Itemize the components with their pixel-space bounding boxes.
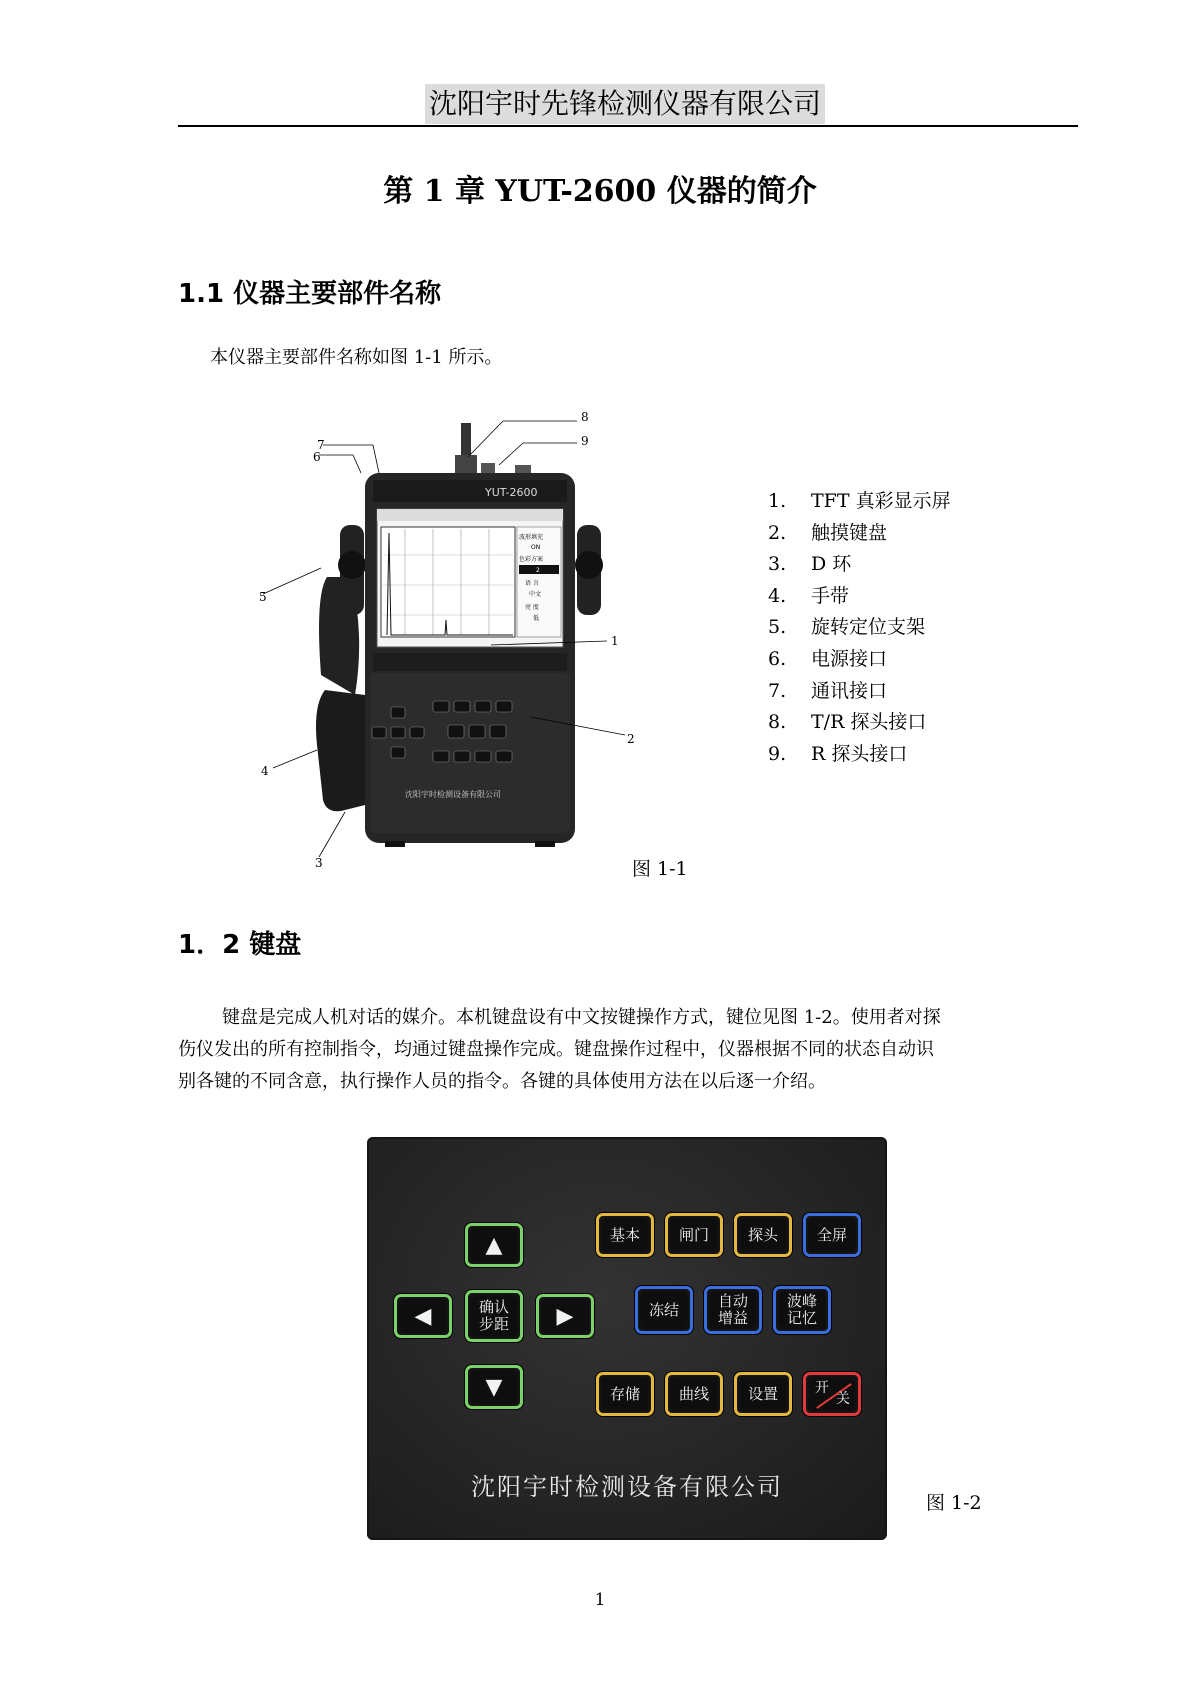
callout-7: 7 bbox=[317, 438, 325, 452]
section-heading-1-1: 1.1 仪器主要部件名称 bbox=[178, 279, 442, 309]
auto-gain-key: 自动 增益 bbox=[704, 1286, 762, 1334]
freeze-key: 冻结 bbox=[635, 1286, 693, 1334]
power-key: 开 关 bbox=[803, 1372, 861, 1416]
device-panel-brand: 沈阳宇时检测设备有限公司 bbox=[405, 790, 501, 799]
figure-1-1-caption: 图 1-1 bbox=[632, 858, 688, 880]
gate-key: 闸门 bbox=[665, 1213, 723, 1257]
left-arrow-key: ◀ bbox=[394, 1294, 452, 1338]
legend-item: 8. T/R 探头接口 bbox=[768, 711, 927, 734]
legend-item: 4. 手带 bbox=[768, 584, 850, 607]
company-header: 沈阳宇时先锋检测仪器有限公司 bbox=[425, 84, 825, 124]
chapter-title: 第 1 章 YUT-2600 仪器的简介 bbox=[383, 174, 817, 209]
screen-menu-item: 色彩方案 bbox=[519, 556, 544, 563]
callout-1: 1 bbox=[611, 634, 619, 648]
callout-2: 2 bbox=[627, 732, 635, 746]
up-arrow-key: ▲ bbox=[465, 1223, 523, 1267]
screen-menu-value: 2 bbox=[536, 567, 540, 574]
screen-menu-item: 语 言 bbox=[525, 580, 539, 587]
keypad-photo bbox=[367, 1137, 887, 1540]
callout-3: 3 bbox=[315, 856, 323, 870]
callout-5: 5 bbox=[259, 590, 267, 604]
keypad-brand-label: 沈阳宇时检测设备有限公司 bbox=[471, 1473, 783, 1501]
callout-9: 9 bbox=[581, 434, 589, 448]
screen-menu-item: 亮 度 bbox=[525, 604, 539, 611]
component-legend bbox=[768, 486, 951, 770]
legend-item: 2. 触摸键盘 bbox=[768, 521, 888, 544]
probe-key: 探头 bbox=[734, 1213, 792, 1257]
page-number: 1 bbox=[594, 1590, 606, 1610]
legend-item: 7. 通讯接口 bbox=[768, 679, 888, 702]
section-1-2-para-line1: 键盘是完成人机对话的媒介。本机键盘设有中文按键操作方式，键位见图 1-2。使用者对探 bbox=[222, 1007, 941, 1028]
callout-8: 8 bbox=[581, 410, 589, 424]
section-heading-1-2: 1．2 键盘 bbox=[178, 930, 302, 960]
peak-memory-key: 波峰 记忆 bbox=[773, 1286, 831, 1334]
header-rule bbox=[178, 125, 1078, 127]
settings-key: 设置 bbox=[734, 1372, 792, 1416]
section-1-1-intro: 本仪器主要部件名称如图 1-1 所示。 bbox=[210, 347, 503, 368]
legend-item: 9. R 探头接口 bbox=[768, 742, 908, 765]
legend-item: 6. 电源接口 bbox=[768, 647, 888, 670]
screen-menu-value: 中文 bbox=[529, 591, 542, 598]
right-arrow-key: ▶ bbox=[536, 1294, 594, 1338]
fullscreen-key: 全屏 bbox=[803, 1213, 861, 1257]
figure-1-2-caption: 图 1-2 bbox=[926, 1492, 982, 1514]
curve-key: 曲线 bbox=[665, 1372, 723, 1416]
confirm-step-key: 确认 步距 bbox=[465, 1290, 523, 1342]
section-1-2-para-line3: 别各键的不同含意，执行操作人员的指令。各键的具体使用方法在以后逐一介绍。 bbox=[178, 1071, 826, 1092]
down-arrow-key: ▼ bbox=[465, 1365, 523, 1409]
legend-item: 5. 旋转定位支架 bbox=[768, 616, 926, 639]
store-key: 存储 bbox=[596, 1372, 654, 1416]
screen-menu-value: ON bbox=[531, 544, 541, 551]
callout-6: 6 bbox=[313, 450, 321, 464]
instrument-figure bbox=[255, 405, 675, 875]
screen-menu-item: 波形填充 bbox=[519, 534, 544, 541]
legend-item: 1. TFT 真彩显示屏 bbox=[768, 490, 951, 512]
device-model-label: YUT-2600 bbox=[485, 486, 538, 499]
legend-item: 3. D 环 bbox=[768, 553, 852, 576]
basic-key: 基本 bbox=[596, 1213, 654, 1257]
screen-menu-value: 低 bbox=[533, 615, 540, 622]
section-1-2-para-line2: 伤仪发出的所有控制指令，均通过键盘操作完成。键盘操作过程中，仪器根据不同的状态自动识 bbox=[178, 1039, 934, 1060]
callout-4: 4 bbox=[261, 764, 269, 778]
